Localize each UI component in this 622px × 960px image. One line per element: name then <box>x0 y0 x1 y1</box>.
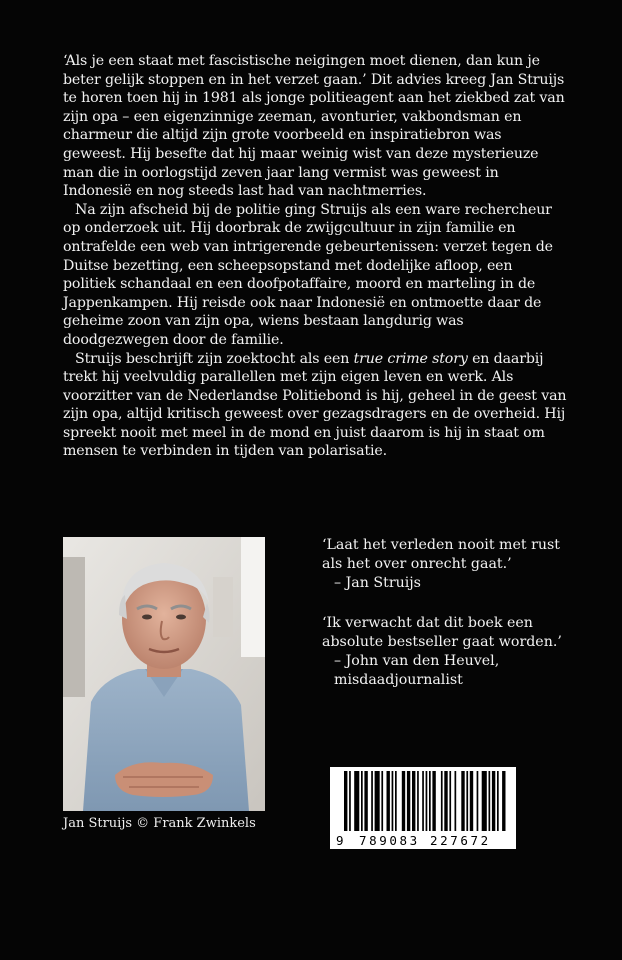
blurb-paragraph-1: ‘Als je een staat met fascistische neigingen moet dienen, dan kun je beter gelijk stoppen en in het verzet gaan.’ Dit advies kreeg Jan Struijs te horen toen hij in 1981 als jonge politieagent aan het ziekbed zat van zijn opa – een eigenzinnige zeeman, avonturier, vakbondsman en charmeur die altijd zijn grote voorbeeld en inspiratiebron was geweest. Hij besefte dat hij maar weinig wist van deze mysterieuze man die in oorlogstijd zeven jaar lang vermist was geweest in Indonesië en nog steeds last had van nachtmerries. <box>63 53 565 200</box>
barcode-bar <box>349 771 351 831</box>
barcode-bar <box>395 771 397 831</box>
barcode-digit-first: 9 <box>336 833 344 848</box>
barcode-bar <box>381 771 383 831</box>
author-portrait-illustration <box>63 537 265 811</box>
barcode-bar <box>441 771 443 831</box>
blurb-text <box>63 52 568 461</box>
barcode-bar <box>470 771 473 831</box>
barcode-digits-right: 227672 <box>430 833 491 848</box>
barcode-bar <box>375 771 380 831</box>
quote-1-text: ‘Laat het verleden nooit met rust als het over onrecht gaat.’ <box>322 537 560 572</box>
quote-2-text: ‘Ik verwacht dat dit boek een absolute bestseller gaat worden.’ <box>322 615 562 650</box>
blurb-p3-end: en daarbij trekt hij veelvuldig parallellen met zijn eigen leven en werk. Als voorzitter van de Nederlandse Politiebond is hij, geheel in de geest van zijn opa, altijd kritisch geweest over gezagsdragers en de overheid. Hij spreekt nooit met meel in de mond en juist daarom is hij in staat om mensen te verbinden in tijden van polarisatie. <box>63 350 567 460</box>
barcode-bar <box>429 771 431 831</box>
barcode-bar <box>364 771 367 831</box>
barcode-bar <box>466 771 468 831</box>
barcode-bar <box>417 771 419 831</box>
barcode-bar <box>371 771 373 831</box>
barcode-bar <box>449 771 451 831</box>
barcode-bar <box>426 771 428 831</box>
blurb-p3-italic: true crime story <box>353 350 468 367</box>
barcode-bar <box>402 771 405 831</box>
barcode-bar <box>412 771 415 831</box>
barcode-bar <box>344 771 347 831</box>
barcode-bar <box>444 771 447 831</box>
quote-1-attribution: – Jan Struijs <box>334 575 421 591</box>
barcode-bar <box>502 771 505 831</box>
blurb-p3-start: Struijs beschrijft zijn zoektocht als een <box>75 350 354 367</box>
quote-1 <box>322 536 582 593</box>
blurb-paragraph-3 <box>63 350 568 462</box>
barcode-bar <box>422 771 424 831</box>
barcode-bar <box>489 771 491 831</box>
barcode-bar <box>387 771 390 831</box>
isbn-barcode <box>330 767 516 849</box>
author-photo <box>63 537 265 811</box>
barcode-bar <box>492 771 495 831</box>
barcode-digits-left: 789083 <box>359 833 420 848</box>
barcode-bar <box>432 771 435 831</box>
quote-2 <box>322 614 582 690</box>
barcode-bar <box>455 771 457 831</box>
barcode-bar <box>482 771 487 831</box>
barcode-bar <box>361 771 363 831</box>
barcode-bar <box>407 771 410 831</box>
barcode-bars <box>330 767 516 849</box>
barcode-bar <box>392 771 394 831</box>
barcode-bar <box>461 771 464 831</box>
review-quotes <box>322 536 582 711</box>
barcode-bar <box>477 771 479 831</box>
quote-2-attribution: – John van den Heuvel, <box>334 653 500 669</box>
blurb-paragraph-2: Na zijn afscheid bij de politie ging Struijs als een ware rechercheur op onderzoek uit. Hij doorbrak de zwijgcultuur in zijn familie en ontrafelde een web van intrigerende gebeurtenissen: verzet tegen de Duitse bezetting, een scheepsopstand met dodelijke afloop, een politiek schandaal en een doofpotaffaire, moord en marteling in de Jappenkampen. Hij reisde ook naar Indonesië en ontmoette daar de geheime zoon van zijn opa, wiens bestaan langdurig was doodgezwegen door de familie. <box>63 201 553 348</box>
photo-caption: Jan Struijs © Frank Zwinkels <box>63 816 256 831</box>
barcode-bar <box>497 771 499 831</box>
barcode-bar <box>354 771 359 831</box>
quote-2-role: misdaadjournalist <box>334 672 463 688</box>
